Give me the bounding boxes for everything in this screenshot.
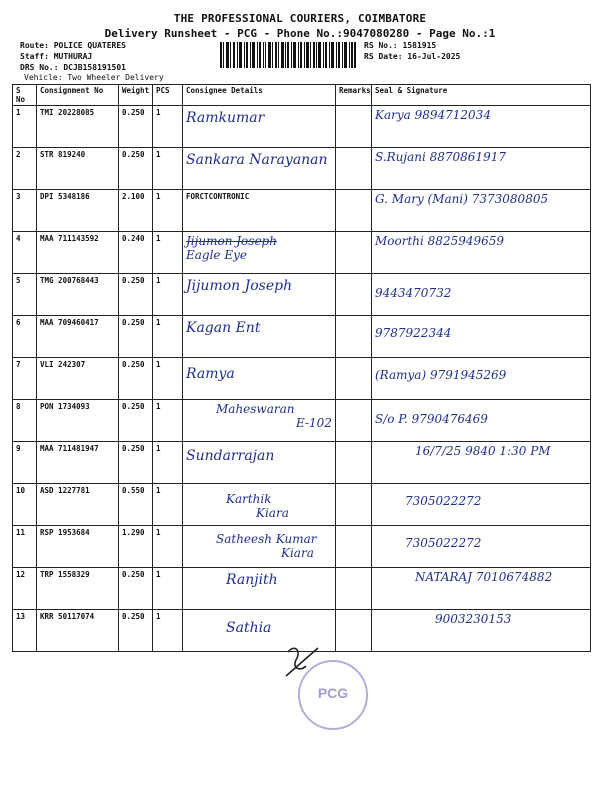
row-sno: 1 — [13, 106, 37, 148]
table-row — [13, 526, 591, 568]
row-remarks — [336, 232, 372, 274]
row-consignee — [183, 526, 336, 568]
row-pcs: 1 — [153, 190, 183, 232]
row-pcs: 1 — [153, 274, 183, 316]
row-sno: 9 — [13, 442, 37, 484]
consignee-handwriting-line2: E-102 — [296, 416, 332, 430]
signature-handwriting: G. Mary (Mani) 7373080805 — [375, 192, 549, 206]
company-title: THE PROFESSIONAL COURIERS, COIMBATORE — [173, 12, 427, 25]
row-sno: 7 — [13, 358, 37, 400]
vehicle-label: Vehicle: Two Wheeler Delivery — [24, 73, 164, 82]
signature-handwriting: 9443470732 — [375, 286, 452, 300]
row-consignment: TRP 1558329 — [37, 568, 119, 610]
consignee-handwriting: Karthik — [226, 492, 272, 506]
row-sno: 13 — [13, 610, 37, 652]
row-consignment: MAA 711143592 — [37, 232, 119, 274]
row-sno: 5 — [13, 274, 37, 316]
table-header-row — [13, 85, 591, 106]
row-remarks — [336, 484, 372, 526]
consignee-handwriting: Maheswaran — [216, 402, 295, 416]
row-consignee — [183, 148, 336, 190]
row-consignee — [183, 232, 336, 274]
row-seal — [372, 232, 591, 274]
signature-handwriting: 9003230153 — [435, 612, 512, 626]
consignee-handwriting: Sathia — [226, 620, 272, 636]
row-weight: 0.550 — [119, 484, 153, 526]
route-label: Route: POLICE QUATERES — [20, 41, 126, 50]
consignee-handwriting: Ranjith — [226, 572, 278, 588]
signature-handwriting: 16/7/25 9840 1:30 PM — [415, 444, 551, 458]
signature-handwriting: 7305022272 — [405, 494, 482, 508]
table-row — [13, 358, 591, 400]
consignee-handwriting: Satheesh Kumar — [216, 532, 317, 546]
row-consignment: RSP 1953684 — [37, 526, 119, 568]
row-remarks — [336, 148, 372, 190]
row-seal — [372, 400, 591, 442]
row-seal — [372, 568, 591, 610]
row-remarks — [336, 610, 372, 652]
signature-handwriting: NATARAJ 7010674882 — [415, 570, 553, 584]
row-consignment: MAA 709460417 — [37, 316, 119, 358]
table-row — [13, 484, 591, 526]
consignee-handwriting-line2: Eagle Eye — [186, 248, 247, 262]
table-row — [13, 316, 591, 358]
row-weight: 0.250 — [119, 400, 153, 442]
col-seal: Seal & Signature — [372, 85, 591, 106]
col-weight: Weight — [119, 85, 153, 106]
row-remarks — [336, 400, 372, 442]
consignee-handwriting: Ramkumar — [186, 110, 265, 126]
row-sno: 4 — [13, 232, 37, 274]
row-weight: 1.290 — [119, 526, 153, 568]
row-consignee — [183, 400, 336, 442]
signature-handwriting: Moorthi 8825949659 — [375, 234, 505, 248]
table-row — [13, 232, 591, 274]
row-remarks — [336, 274, 372, 316]
signature-handwriting: S.Rujani 8870861917 — [375, 150, 506, 164]
row-remarks — [336, 526, 372, 568]
row-pcs: 1 — [153, 232, 183, 274]
row-pcs: 1 — [153, 358, 183, 400]
row-seal — [372, 148, 591, 190]
row-weight: 0.250 — [119, 358, 153, 400]
row-consignment: VLI 242307 — [37, 358, 119, 400]
table-row — [13, 274, 591, 316]
row-sno: 6 — [13, 316, 37, 358]
col-sno: S No — [13, 85, 37, 106]
signature-handwriting: 9787922344 — [375, 326, 452, 340]
row-consignee — [183, 568, 336, 610]
row-consignee — [183, 274, 336, 316]
row-consignment: ASD 1227781 — [37, 484, 119, 526]
row-remarks — [336, 316, 372, 358]
row-consignment: TMG 200768443 — [37, 274, 119, 316]
consignee-handwriting: Kagan Ent — [186, 320, 261, 336]
row-pcs: 1 — [153, 484, 183, 526]
row-seal — [372, 610, 591, 652]
stamp-text: PCG — [317, 685, 349, 701]
row-weight: 0.250 — [119, 148, 153, 190]
row-pcs: 1 — [153, 526, 183, 568]
row-remarks — [336, 358, 372, 400]
consignee-handwriting-line2: Kiara — [256, 506, 289, 520]
row-consignee — [183, 106, 336, 148]
table-row — [13, 190, 591, 232]
row-consignment: PON 1734093 — [37, 400, 119, 442]
col-remarks: Remarks — [336, 85, 372, 106]
row-pcs: 1 — [153, 106, 183, 148]
row-sno: 10 — [13, 484, 37, 526]
col-pcs: PCS — [153, 85, 183, 106]
row-seal — [372, 484, 591, 526]
row-pcs: 1 — [153, 316, 183, 358]
col-consignment: Consignment No — [37, 85, 119, 106]
row-weight: 0.240 — [119, 232, 153, 274]
row-pcs: 1 — [153, 148, 183, 190]
row-seal — [372, 358, 591, 400]
row-pcs: 1 — [153, 400, 183, 442]
signature-handwriting: Karya 9894712034 — [375, 108, 491, 122]
rs-date: RS Date: 16-Jul-2025 — [364, 52, 461, 61]
table-row — [13, 148, 591, 190]
row-seal — [372, 106, 591, 148]
pcg-stamp — [298, 660, 368, 730]
row-consignee — [183, 484, 336, 526]
row-weight: 0.250 — [119, 610, 153, 652]
row-pcs: 1 — [153, 568, 183, 610]
consignee-handwriting-line2: Kiara — [281, 546, 314, 560]
row-remarks — [336, 106, 372, 148]
row-weight: 0.250 — [119, 316, 153, 358]
runsheet-subtitle: Delivery Runsheet - PCG - Phone No.:9047080280 - Page No.:1 — [104, 27, 496, 40]
row-weight: 0.250 — [119, 106, 153, 148]
row-seal — [372, 274, 591, 316]
row-sno: 2 — [13, 148, 37, 190]
consignee-handwriting: Sankara Narayanan — [186, 152, 328, 168]
row-weight: 0.250 — [119, 274, 153, 316]
row-consignment: TMI 20228085 — [37, 106, 119, 148]
row-sno: 12 — [13, 568, 37, 610]
signature-handwriting: 7305022272 — [405, 536, 482, 550]
row-remarks — [336, 568, 372, 610]
consignee-printed: FORCTCONTRONIC — [186, 192, 250, 201]
consignee-handwriting: Ramya — [186, 366, 235, 382]
row-remarks — [336, 190, 372, 232]
row-consignee — [183, 190, 336, 232]
row-seal — [372, 442, 591, 484]
row-seal — [372, 526, 591, 568]
row-consignee — [183, 316, 336, 358]
col-consignee: Consignee Details — [183, 85, 336, 106]
row-weight: 0.250 — [119, 442, 153, 484]
runsheet-table — [12, 84, 591, 652]
consignee-handwriting: Sundarrajan — [186, 448, 275, 464]
row-consignment: MAA 711481947 — [37, 442, 119, 484]
row-sno: 11 — [13, 526, 37, 568]
staff-label: Staff: MUTHURAJ — [20, 52, 93, 61]
table-row — [13, 400, 591, 442]
signature-handwriting: (Ramya) 9791945269 — [375, 368, 507, 382]
consignee-handwriting: Jijumon Joseph — [186, 278, 293, 294]
row-consignment: KRR 50117074 — [37, 610, 119, 652]
row-consignment: DPI 5348186 — [37, 190, 119, 232]
row-sno: 8 — [13, 400, 37, 442]
row-weight: 0.250 — [119, 568, 153, 610]
drs-label: DRS No.: DCJB158191501 — [20, 63, 126, 72]
row-seal — [372, 190, 591, 232]
rs-number: RS No.: 1581915 — [364, 41, 437, 50]
row-pcs: 1 — [153, 442, 183, 484]
row-pcs: 1 — [153, 610, 183, 652]
signature-handwriting: S/o P. 9790476469 — [375, 412, 488, 426]
barcode-image — [220, 42, 356, 68]
row-consignment: STR 819240 — [37, 148, 119, 190]
row-weight: 2.100 — [119, 190, 153, 232]
row-consignee — [183, 442, 336, 484]
row-remarks — [336, 442, 372, 484]
row-sno: 3 — [13, 190, 37, 232]
table-row — [13, 106, 591, 148]
row-consignee — [183, 358, 336, 400]
table-row — [13, 442, 591, 484]
consignee-handwriting: Jijumon Joseph — [186, 234, 277, 248]
table-row — [13, 568, 591, 610]
row-seal — [372, 316, 591, 358]
